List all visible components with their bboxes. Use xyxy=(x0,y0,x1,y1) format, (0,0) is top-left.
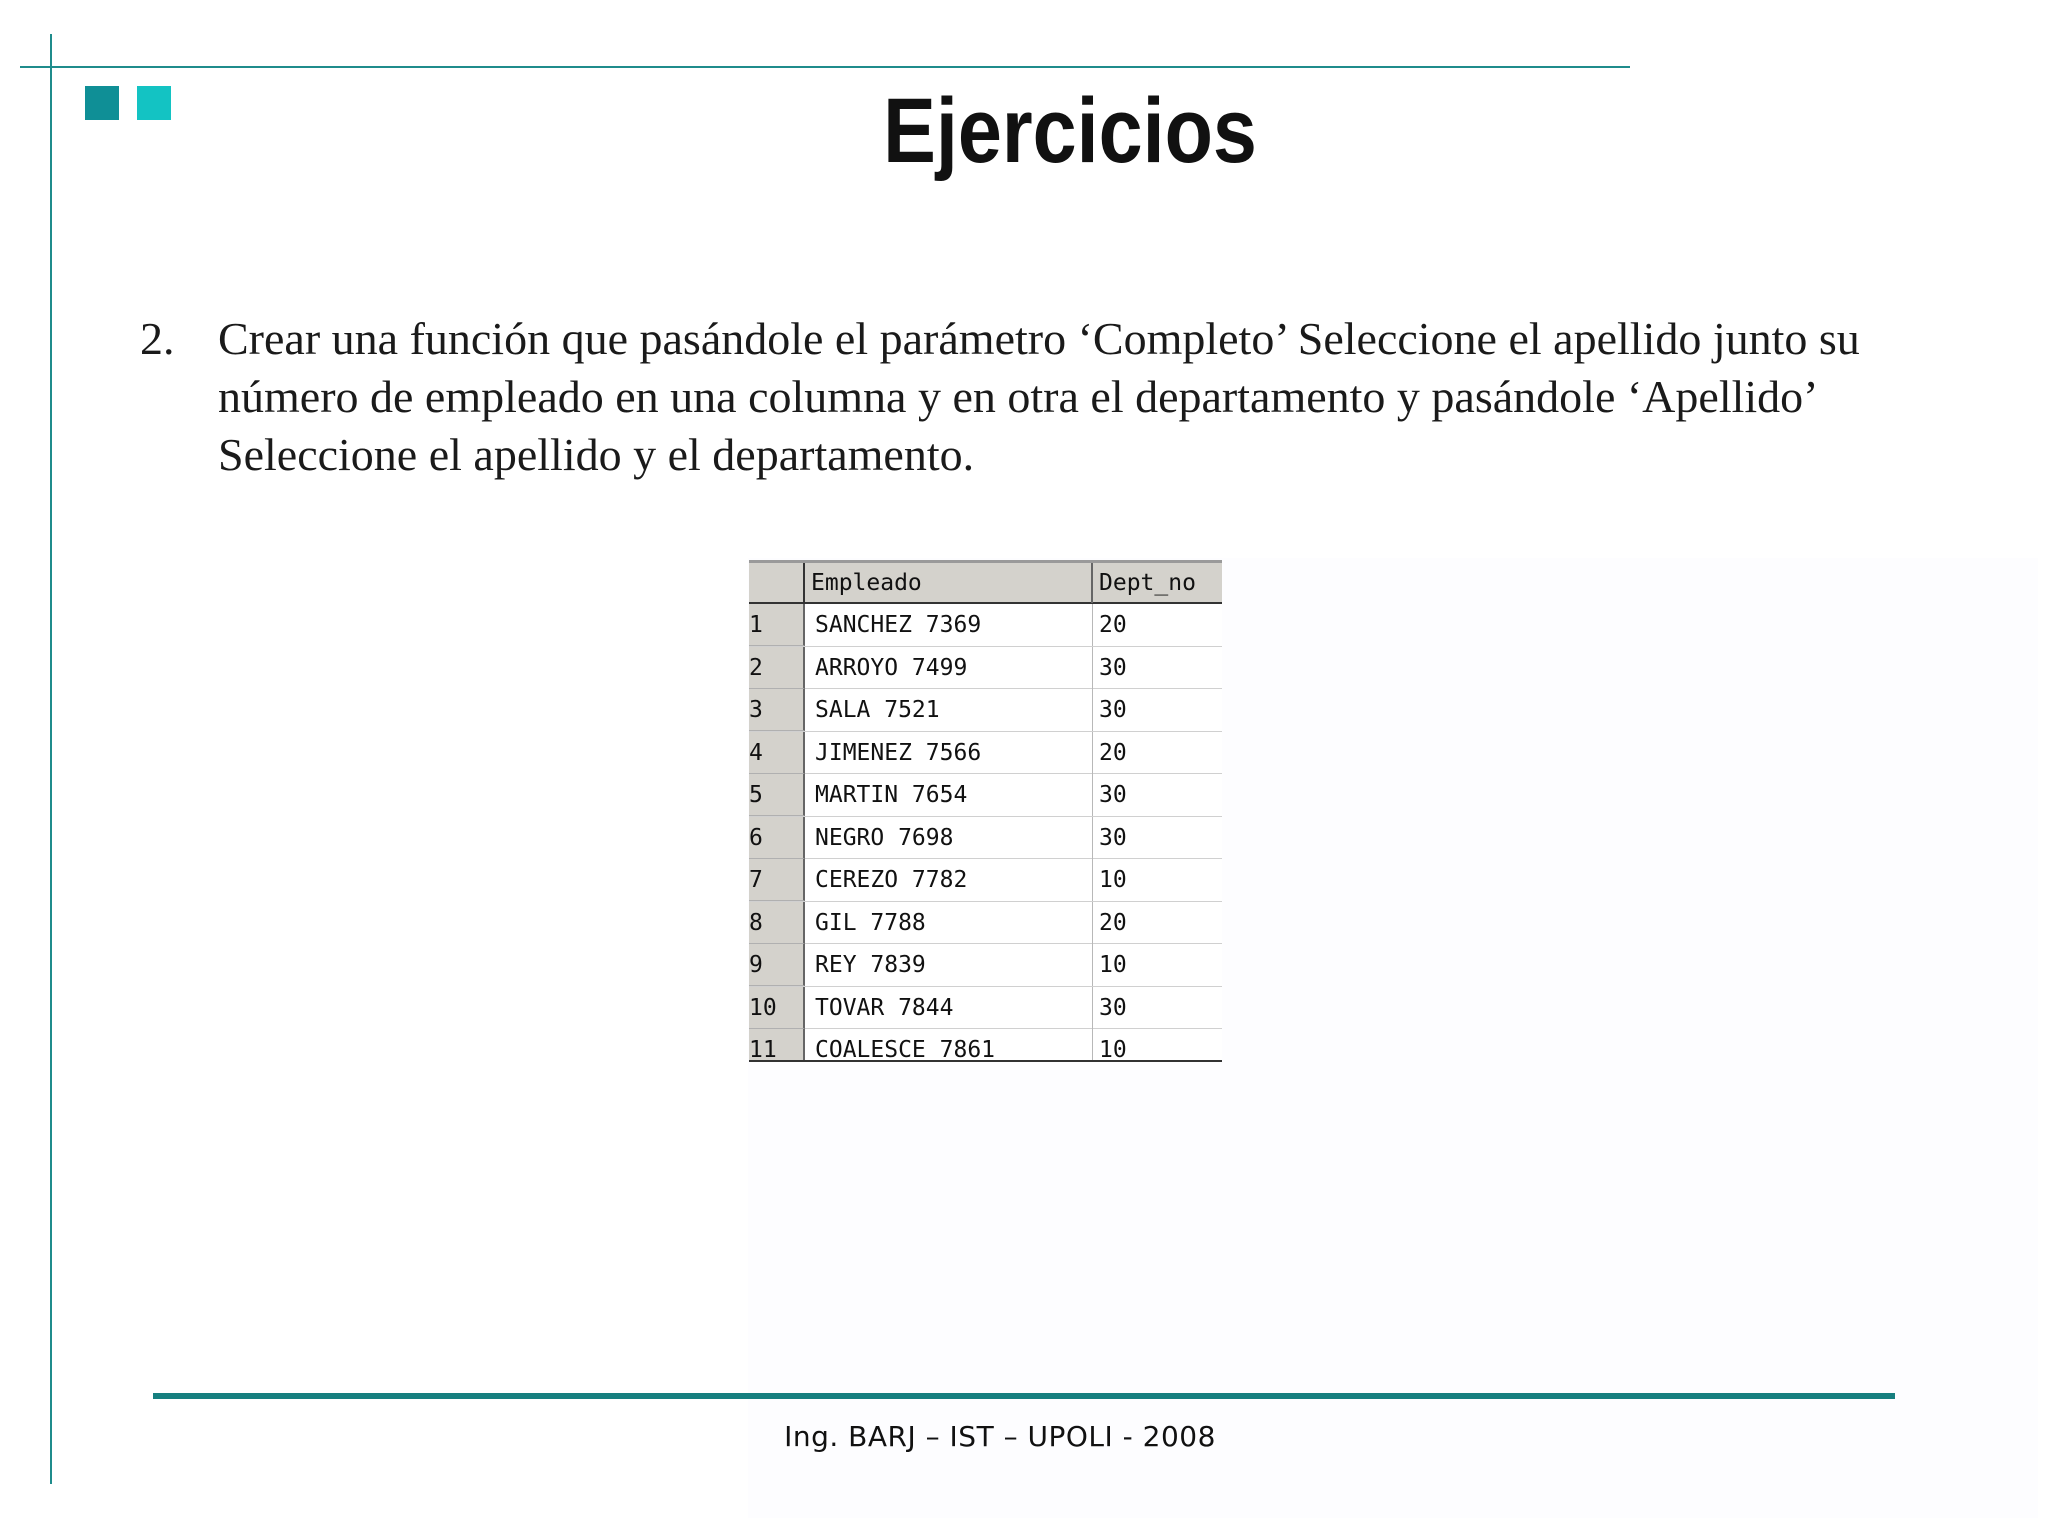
footer-text: Ing. BARJ – IST – UPOLI - 2008 xyxy=(784,1420,1216,1453)
cell-dept-no: 10 xyxy=(1099,952,1127,978)
slide-title: Ejercicios xyxy=(883,80,1257,182)
footer-rule xyxy=(153,1393,1895,1399)
cell-dept-no: 20 xyxy=(1099,739,1127,766)
row-number: 1 xyxy=(749,604,805,646)
exercise-text: Crear una función que pasándole el parámetro ‘Completo’ Seleccione el apellido junto su número de empleado en una columna y en otra el departamento y pasándole ‘Apellido’ Seleccione el apellido y el departamento. xyxy=(218,313,1860,480)
row-number: 5 xyxy=(749,774,805,816)
exercise-number: 2. xyxy=(140,313,175,364)
decor-square-light xyxy=(137,86,171,120)
cell-dept-no: 30 xyxy=(1099,782,1127,808)
table-row xyxy=(749,944,1222,987)
row-number: 8 xyxy=(749,902,805,944)
table-row xyxy=(749,774,1222,817)
row-number: 11 xyxy=(749,1029,805,1062)
cell-empleado: NEGRO 7698 xyxy=(805,817,1093,859)
cell-empleado: REY 7839 xyxy=(805,944,1093,986)
header-row-index xyxy=(749,563,805,603)
table-row xyxy=(749,1029,1222,1062)
table-row xyxy=(749,902,1222,945)
column-header-empleado: Empleado xyxy=(805,563,1093,603)
row-number: 3 xyxy=(749,689,805,731)
decor-square-dark xyxy=(85,86,119,120)
cell-empleado: TOVAR 7844 xyxy=(805,987,1093,1029)
row-number: 6 xyxy=(749,817,805,859)
cell-dept-no: 30 xyxy=(1099,994,1127,1021)
top-rule xyxy=(20,66,1630,68)
cell-dept-no: 20 xyxy=(1099,909,1127,936)
row-number: 7 xyxy=(749,859,805,901)
results-grid xyxy=(749,560,1222,1062)
cell-dept-no: 30 xyxy=(1099,654,1127,681)
cell-empleado: MARTIN 7654 xyxy=(805,774,1093,816)
row-number: 2 xyxy=(749,647,805,689)
cell-empleado: CEREZO 7782 xyxy=(805,859,1093,901)
cell-dept-no: 20 xyxy=(1099,612,1127,638)
cell-dept-no: 10 xyxy=(1099,867,1127,893)
row-number: 4 xyxy=(749,732,805,774)
table-row xyxy=(749,732,1222,775)
table-row xyxy=(749,604,1222,647)
cell-dept-no: 30 xyxy=(1099,824,1127,851)
table-row xyxy=(749,859,1222,902)
cell-empleado: SANCHEZ 7369 xyxy=(805,604,1093,646)
left-rule xyxy=(50,34,52,1484)
row-number: 10 xyxy=(749,987,805,1029)
cell-empleado: GIL 7788 xyxy=(805,902,1093,944)
cell-empleado: JIMENEZ 7566 xyxy=(805,732,1093,774)
cell-empleado: COALESCE 7861 xyxy=(805,1029,1093,1062)
cell-empleado: SALA 7521 xyxy=(805,689,1093,731)
grid-header xyxy=(749,560,1222,604)
column-header-dept-no: Dept_no xyxy=(1099,570,1196,596)
cell-empleado: ARROYO 7499 xyxy=(805,647,1093,689)
row-number: 9 xyxy=(749,944,805,986)
table-row xyxy=(749,689,1222,732)
table-row xyxy=(749,647,1222,690)
cell-dept-no: 30 xyxy=(1099,697,1127,723)
cell-dept-no: 10 xyxy=(1099,1037,1127,1062)
table-row xyxy=(749,987,1222,1030)
grid-rows xyxy=(749,604,1222,1062)
table-row xyxy=(749,817,1222,860)
